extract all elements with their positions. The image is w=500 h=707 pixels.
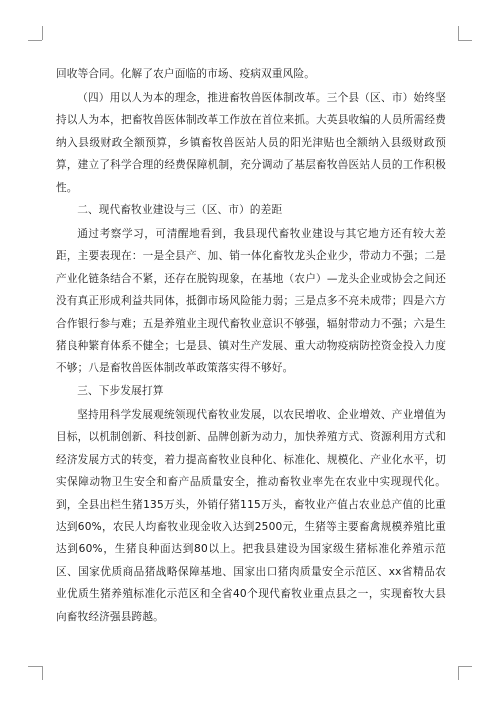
section-heading-gap: 二、现代畜牧业建设与三（区、市）的差距 — [77, 204, 283, 217]
paragraph-reform: （四）用以人为本的理念，推进畜牧兽医体制改革。三个县（区、市）始终坚持以人为本，把畜牧兽医体制改革工作放在首位来抓。大英县收编的人员所需经费纳入县级财政全额预算，乡镇畜牧兽医站人员的阳光津贴也全额纳入县级财政预算，建立了科学合理的经费保障机制，充分调动了基层畜牧兽医站人员的工作积极性。 — [56, 92, 446, 194]
paragraph-plan: 坚持用科学发展观统领现代畜牧业发展，以农民增收、企业增效、产业增值为目标，以机制创新、科技创新、品牌创新为动力，加快养殖方式、资源利用方式和经济发展方式的转变，着力提高畜牧业良种化、标准化、规模化、产业化水平，切实保障动物卫生安全和畜产品质量安全，推动畜牧业率先在农业中实现现代化。到，全县出栏生猪135万头，外销仔猪115万头，畜牧业产值占农业总产值的比重达到60%，农民人均畜牧业现金收入达到2500元，生猪等主要畜禽规模养殖比重达到60%，生猪良种面达到80以上。把我县建设为国家级生猪标准化养殖示范区、国家优质商品猪战略保障基地、国家出口猪肉质量安全示范区、xx省精品农业优质生猪养殖标准化示范区和全省40个现代畜牧业重点县之一，实现畜牧大县向畜牧经济强县跨越。 — [56, 408, 446, 623]
paragraph-continuation: 回收等合同。化解了农户面临的市场、疫病双重风险。 — [56, 68, 316, 80]
section-heading-plan: 三、下步发展打算 — [77, 384, 164, 397]
paragraph-gap: 通过考察学习，可清醒地看到，我县现代畜牧业建设与其它地方还有较大差距，主要表现在：一是全县产、加、销一体化畜牧龙头企业少，带动力不强；二是产业化链条结合不紧，还存在脱钩现象，在基地（农户）—龙头企业或协会之间还没有真正形成利益共同体，抵御市场风险能力弱；三是点多不亮未成带；四是六方合作银行参与难；五是养殖业主现代畜牧业意识不够强，辐射带动力不强；六是生猪良种繁育体系不健全；七是县、镇对生产发展、重大动物疫病防控资金投入力度不够；八是畜牧兽医体制改革政策落实得不够好。 — [56, 228, 446, 375]
document-body — [56, 63, 446, 628]
